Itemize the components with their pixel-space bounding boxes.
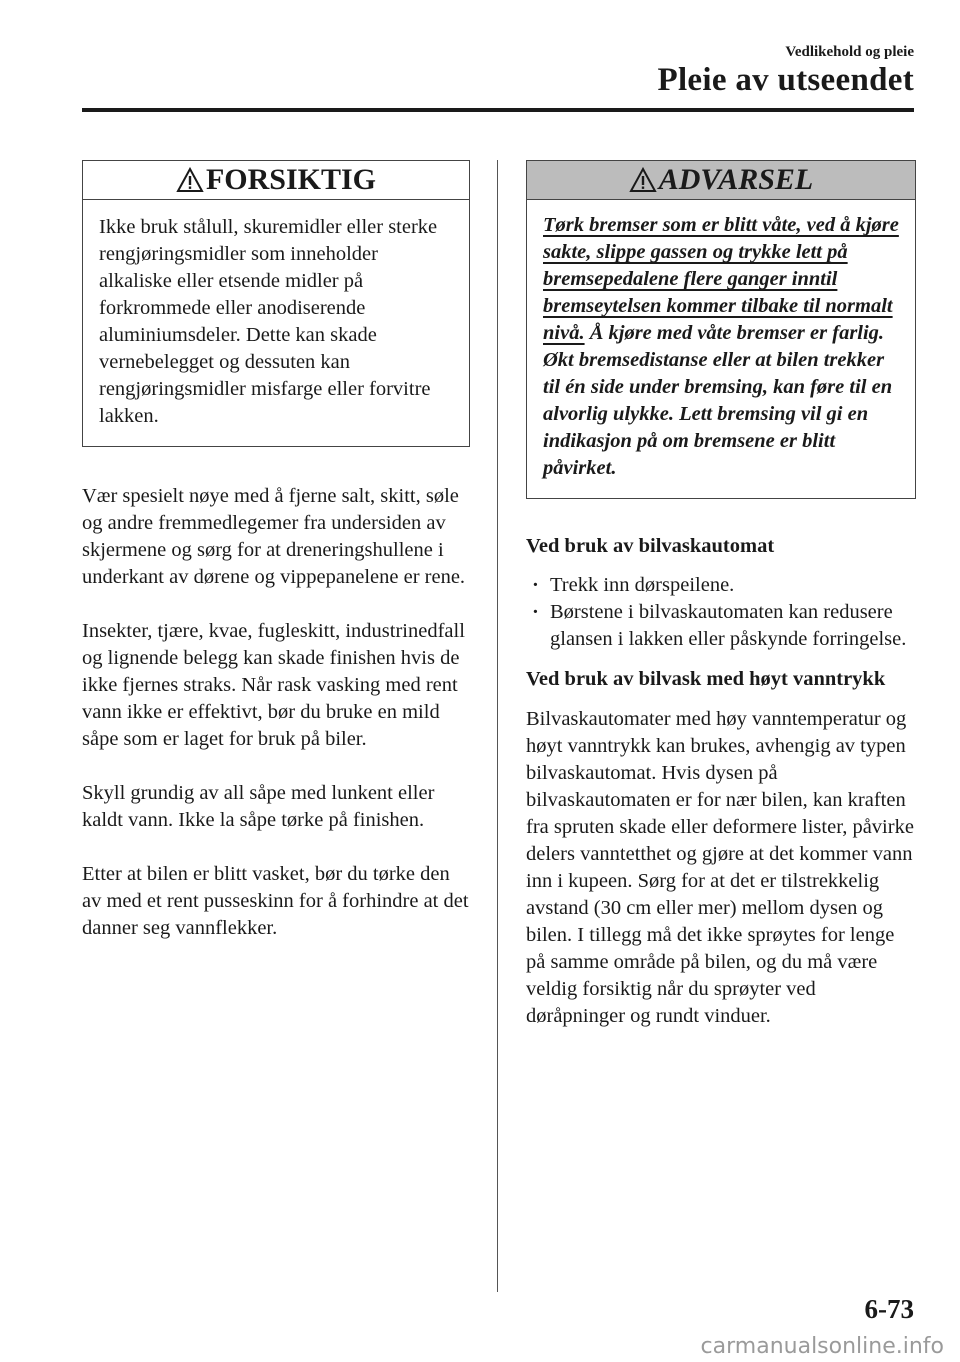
list-item: · Trekk inn dørspeilene. <box>526 572 916 599</box>
car-wash-list <box>526 572 916 653</box>
header-rule <box>82 108 914 112</box>
warning-triangle-icon <box>176 167 204 193</box>
header-section-label: Vedlikehold og pleie <box>785 44 914 60</box>
car-wash-heading: Ved bruk av bilvaskautomat <box>526 535 775 557</box>
column-divider <box>497 160 498 1292</box>
paragraph-dry: Etter at bilen er blitt vasket, bør du tørke den av med et rent pusseskinn for å forhindre at det danner seg vannflekker. <box>82 863 469 939</box>
list-item: · Børstene i bilvaskautomaten kan redusere glansen i lakken eller påskynde forringelse. <box>526 599 916 653</box>
warning-heading: ADVARSEL <box>658 163 814 196</box>
paragraph-salt: Vær spesielt nøye med å fjerne salt, skitt, søle og andre fremmedlegemer fra undersiden av skjermene og sørg for at dreneringshullene i underkant av dørene og vippepanelene er rene. <box>82 485 466 588</box>
warning-box <box>526 160 916 499</box>
page-title: Pleie av utseendet <box>657 62 914 98</box>
high-pressure-text: Bilvaskautomater med høy vanntemperatur og høyt vanntrykk kan brukes, avhengig av typen bilvaskautomat. Hvis dysen på bilvaskautomaten er for nær bilen, kan kraften fra spruten skade eller deformere lister, påvirke delers vanntetthet og gjøre at det kommer vann inn i kupeen. Sørg for at det er tilstrekkelig avstand (30 cm eller mer) mellom dysen og bilen. I tillegg må det ikke sprøytes for lenge på samme område på bilen, og du må være veldig forsiktig når du sprøyter ved døråpninger og rundt vinduer. <box>526 708 914 1027</box>
warning-underlined-text: Tørk bremser som er blitt våte, ved å kjøre sakte, slippe gassen og trykke lett på bremsepedalene flere ganger inntil bremseytelsen kommer tilbake til normalt nivå. <box>543 214 899 344</box>
caution-heading-bar <box>83 161 469 200</box>
right-column <box>526 160 916 1030</box>
warning-triangle-icon <box>629 167 657 193</box>
caution-box <box>82 160 470 447</box>
paragraph-rinse: Skyll grundig av all såpe med lunkent eller kaldt vann. Ikke la såpe tørke på finishen. <box>82 782 435 831</box>
page-number: 6-73 <box>864 1294 914 1324</box>
caution-text: Ikke bruk stålull, skuremidler eller sterke rengjøringsmidler som inneholder alkaliske eller etsende midler på forkrommede eller anodiserende aluminiumsdeler. Dette kan skade vernebelegget og dessuten kan rengjøringsmidler misfarge eller forvitre lakken. <box>99 216 438 427</box>
high-pressure-heading: Ved bruk av bilvask med høyt vanntrykk <box>526 668 886 690</box>
left-column <box>82 160 470 942</box>
caution-heading: FORSIKTIG <box>205 163 377 196</box>
watermark: carmanualsonline.info <box>700 1334 944 1359</box>
warning-text: Å kjøre med våte bremser er farlig. Økt bremsedistanse eller at bilen trekker til én side under bremsing, kan føre til en alvorlig ulykke. Lett bremsing vil gi en indikasjon på om bremsene er blitt påvirket. <box>543 322 893 479</box>
warning-body <box>527 200 915 498</box>
paragraph-insects: Insekter, tjære, kvae, fugleskitt, industrinedfall og lignende belegg kan skade finishen hvis de ikke fjernes straks. Når rask vasking med rent vann ikke er effektivt, bør du bruke en mild såpe som er laget for bruk på biler. <box>82 620 465 750</box>
warning-heading-bar <box>527 161 915 200</box>
